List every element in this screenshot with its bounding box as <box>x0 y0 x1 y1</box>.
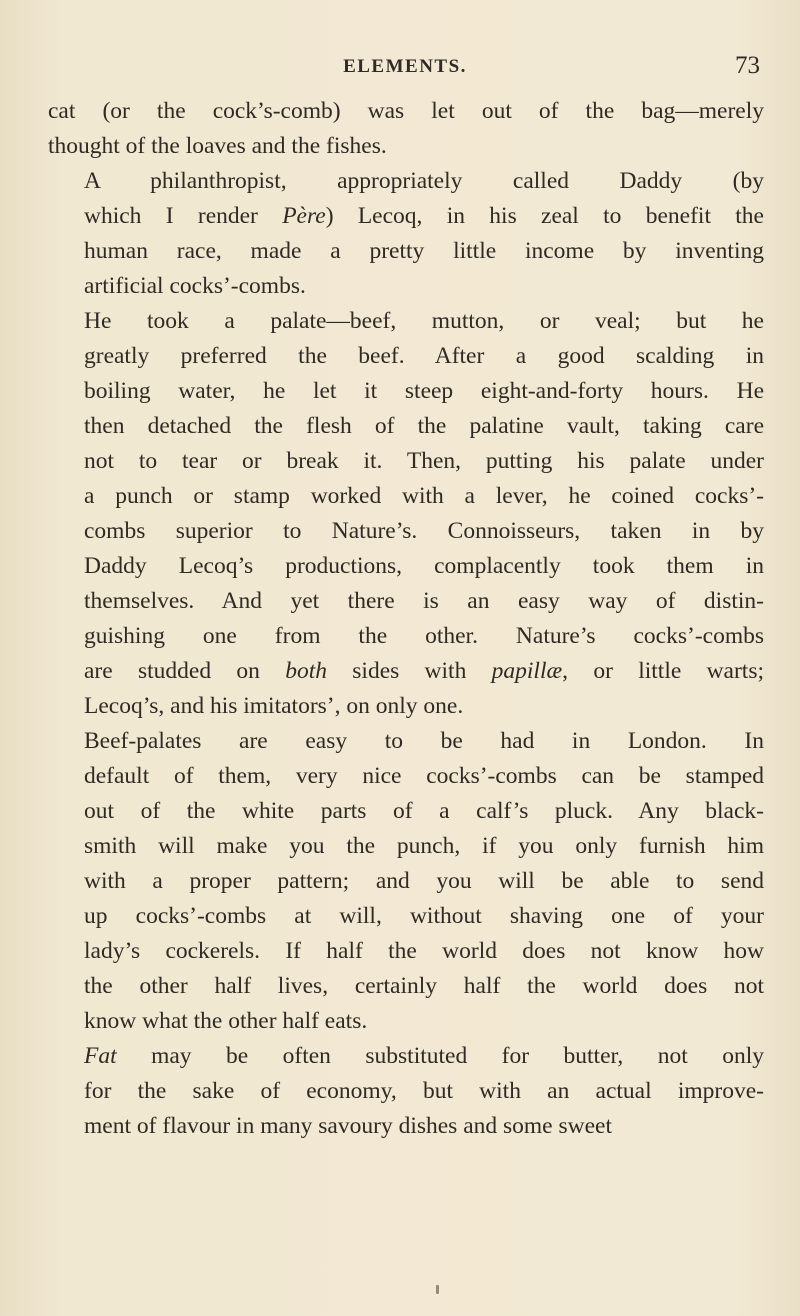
text-run: are studded on <box>84 658 286 684</box>
text-line <box>48 689 764 724</box>
paragraph <box>48 304 764 724</box>
text-line <box>48 794 764 829</box>
text-run: , or little warts; <box>562 658 764 684</box>
text-run: boiling water, he let it steep eight-and-forty hours. He <box>84 378 764 404</box>
paragraph <box>48 164 764 304</box>
text-line <box>48 409 764 444</box>
text-line <box>48 1109 764 1144</box>
text-line <box>48 549 764 584</box>
text-run: ment of flavour in many savoury dishes and some sweet <box>84 1113 612 1139</box>
text-line <box>48 514 764 549</box>
text-line <box>48 304 764 339</box>
text-run: default of them, very nice cocks’-combs can be stamped <box>84 763 764 789</box>
italic-run: both <box>285 658 327 684</box>
text-line <box>48 444 764 479</box>
text-run: a punch or stamp worked with a lever, he coined cocks’- <box>84 483 764 509</box>
text-line <box>48 94 764 129</box>
running-head: ELEMENTS. <box>343 56 467 77</box>
text-line <box>48 969 764 1004</box>
text-run: smith will make you the punch, if you only furnish him <box>84 833 764 859</box>
text-run: human race, made a pretty little income by inventing <box>84 238 764 264</box>
text-run: He took a palate—beef, mutton, or veal; but he <box>84 308 764 334</box>
text-line <box>48 339 764 374</box>
text-line <box>48 234 764 269</box>
text-run: thought of the loaves and the fishes. <box>48 133 387 159</box>
text-run: A philanthropist, appropriately called Daddy (by <box>84 168 764 194</box>
italic-run: Fat <box>84 1043 117 1069</box>
paragraph <box>48 1039 764 1144</box>
text-run: which I render <box>84 203 283 229</box>
text-line <box>48 374 764 409</box>
text-run: the other half lives, certainly half the world does not <box>84 973 764 999</box>
italic-run: Père <box>282 203 326 229</box>
text-run: cat (or the cock’s-comb) was let out of the bag—merely <box>48 98 764 124</box>
paragraph <box>48 94 764 164</box>
page-header <box>50 52 760 82</box>
text-run: for the sake of economy, but with an actual improve- <box>84 1078 764 1104</box>
text-run: know what the other half eats. <box>84 1008 368 1034</box>
text-run: artificial cocks’-combs. <box>84 273 306 299</box>
text-run: themselves. And yet there is an easy way of distin- <box>84 588 764 614</box>
text-line <box>48 759 764 794</box>
text-line <box>48 654 764 689</box>
text-run: then detached the flesh of the palatine vault, taking care <box>84 413 764 439</box>
paragraph <box>48 724 764 1039</box>
text-run: Lecoq’s, and his imitators’, on only one. <box>84 693 464 719</box>
text-run: with a proper pattern; and you will be able to send <box>84 868 764 894</box>
text-line <box>48 479 764 514</box>
text-run: lady’s cockerels. If half the world does not know how <box>84 938 764 964</box>
text-run: Beef-palates are easy to be had in London. In <box>84 728 764 754</box>
text-line <box>48 164 764 199</box>
print-speck <box>436 1285 439 1294</box>
text-line <box>48 1004 764 1039</box>
italic-run: papillæ <box>491 658 563 684</box>
text-line <box>48 129 764 164</box>
text-line <box>48 1039 764 1074</box>
text-line <box>48 829 764 864</box>
text-run: not to tear or break it. Then, putting his palate under <box>84 448 764 474</box>
text-run: sides with <box>326 658 492 684</box>
text-run: Daddy Lecoq’s productions, complacently took them in <box>84 553 764 579</box>
text-line <box>48 934 764 969</box>
text-run: ) Lecoq, in his zeal to benefit the <box>325 203 764 229</box>
text-run: may be often substituted for butter, not only <box>116 1043 764 1069</box>
page-number: 73 <box>735 52 760 79</box>
text-line <box>48 899 764 934</box>
text-run: combs superior to Nature’s. Connoisseurs, taken in by <box>84 518 764 544</box>
text-run: guishing one from the other. Nature’s cocks’-combs <box>84 623 764 649</box>
text-line <box>48 584 764 619</box>
text-line <box>48 619 764 654</box>
text-line <box>48 199 764 234</box>
text-line <box>48 864 764 899</box>
text-run: greatly preferred the beef. After a good scalding in <box>84 343 764 369</box>
text-run: up cocks’-combs at will, without shaving one of your <box>84 903 764 929</box>
body-text <box>48 94 764 1144</box>
text-line <box>48 1074 764 1109</box>
text-line <box>48 724 764 759</box>
text-line <box>48 269 764 304</box>
text-run: out of the white parts of a calf’s pluck. Any black- <box>84 798 764 824</box>
